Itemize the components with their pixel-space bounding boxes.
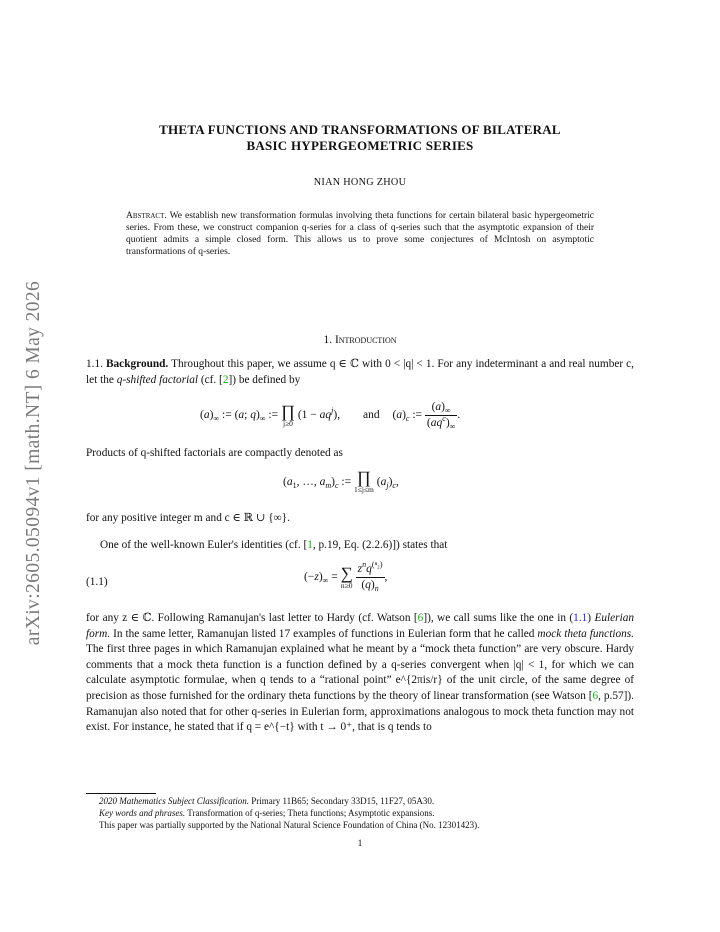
equation-products [283,470,399,494]
footnote-msc-label: 2020 Mathematics Subject Classification. [99,796,249,806]
eq1-and: and [363,409,380,422]
citation-link[interactable]: 6 [592,689,599,702]
product-symbol: ∏ j≥0 [280,401,295,428]
subsection-number: 1.1. [86,358,103,370]
citation-link[interactable]: 6 [417,612,424,624]
equation-number: (1.1) [86,576,108,588]
footnote-msc-text: Primary 11B65; Secondary 33D15, 11F27, 05A30. [251,796,435,806]
eq1-denominator: $(aq^c)_\infty$ [426,414,456,431]
footnote-msc [86,795,659,807]
sum-symbol: ∑ n≥0 [340,563,353,590]
footnote-rule [86,793,156,794]
term-mock-theta: mock theta functions. [537,627,634,640]
eq1-numerator: $(a)_\infty$ [425,400,457,416]
term-eulerian-form: Eulerian form. [86,612,635,640]
arxiv-stamp-text: arXiv:2605.05094v1 [math.NT] 6 May 2026 [23,280,44,646]
eq1-right-lhs: $(a)_c$ := [392,409,425,424]
citation-link[interactable]: 1 [307,539,313,551]
paragraph-background [86,357,634,388]
subsection-title: Background. [106,358,169,370]
term-q-shifted-factorial: q-shifted factorial [116,373,199,386]
footnote-keywords-text: Transformation of q-series; Theta functions; Asymptotic expansions. [187,808,435,818]
eq3-numerator: $z^nq^{(^n_2)}$ [356,562,385,578]
eq2-lhs: ($a_1$, …, $a_m)_c$ := [283,475,354,490]
para5-text-f: , p.57]). Ramanujan also noted that for other q-series in Eulerian form, approximations analogous to mock theta function may not exist. For instance, he stated that if q = e^{−t} with t → 0⁺, that is q tends to [86,689,634,734]
para1-text-b: (cf. [ [198,373,223,386]
para4-text-b: , p.19, Eq. (2.2.6)]) states that [312,539,448,551]
abstract [126,210,594,258]
paragraph-products: Products of q-shifted factorials are compactly denoted as [86,447,343,459]
page-number: 1 [357,839,363,849]
author: NIAN HONG ZHOU [313,177,407,188]
footnote-keywords-label: Key words and phrases. [99,808,186,818]
paper-title [86,122,634,153]
eq3-lhs: $(-z)_\infty$ = [304,571,341,586]
para5-text-c: ) [587,612,595,624]
paragraph-integer-m: for any positive integer m and c ∈ ℝ ∪ {∞}. [86,512,290,524]
para5-text-e: The first three pages in which Ramanujan explained what he meant by a “mock theta function” are very obscure. Hardy comments that a mock theta function is a function defined by a q-series convergent when |q| < 1, for which we can calculate asymptotic formulae, when q tends to a “rational point” e^{2πis/r} of the unit circle, of the same degree of precision as those furnished for the ordinary theta functions by the theory of linear transformation (see Watson [ [86,643,634,702]
citation-link[interactable]: 2 [222,373,229,386]
para5-text-d: In the same letter, Ramanujan listed 17 examples of functions in Eulerian form that he called [110,627,538,640]
eq1-fraction [425,400,457,431]
product-limit: j≥0 [282,418,293,428]
paragraph-ramanujan [86,611,634,736]
para5-text-b: ]), we call sums like the one in ( [423,612,574,624]
equation-q-shifted-factorial: $(a)_\infty$ := (a; $q)_\infty$ := ∏ j≥0 $(1 - aq^j)$, and $(a)_c$ := $\frac{(a)_\infty}{(aq^c)_\infty}$ . [200,401,461,431]
para5-text-a: for any z ∈ ℂ. Following Ramanujan's last letter to Hardy (cf. Watson [ [86,612,418,624]
footnote-funding: This paper was partially supported by the National Natural Science Foundation of China (No. 12301423). [99,820,480,830]
title-line-2: BASIC HYPERGEOMETRIC SERIES [246,137,474,153]
para1-text-c: ]) be defined by [228,373,301,386]
equation-ref-link[interactable]: 1.1 [573,612,588,624]
eq1-factor: $(1 - aq^j)$, [297,406,341,422]
para1-text-a: Throughout this paper, we assume q ∈ ℂ with 0 < |q| < 1. For any indeterminant a and real number c, let the [86,358,634,386]
para4-text-a: One of the well-known Euler's identities (cf. [ [100,539,308,551]
section-title: Introduction [334,334,397,346]
eq3-fraction [356,562,385,593]
eq2-rhs: $(a_j)_c$, [376,475,399,490]
arxiv-stamp [22,248,46,678]
title-line-1: THETA FUNCTIONS AND TRANSFORMATIONS OF BILATERAL [159,122,561,137]
eq3-denominator: $(q)_n$ [361,579,379,593]
sum-limit: n≥0 [340,580,353,590]
product-symbol: ∏ 1≤j≤m [353,468,374,494]
abstract-text: We establish new transformation formulas involving theta functions for certain bilateral basic hypergeometric series. From these, we construct companion q-series for a class of q-series such that the asymptotic expansion of their quotient admits a simple closed form. This allows us to prove some conjectures of McIntosh on asymptotic transformations of q-series. [126,211,594,258]
abstract-label: Abstract. [126,211,167,221]
footnote-keywords [86,807,659,819]
paragraph-euler [86,538,634,554]
section-heading [86,334,634,346]
equation-euler-identity: $(-z)_\infty$ = ∑ n≥0 $\frac{z^nq^{(^n_2)}}{(q)_n}$ , [304,560,388,593]
product-limit: 1≤j≤m [353,485,374,494]
section-number: 1. [323,334,333,346]
eq1-left: $(a)_\infty$ := (a; $q)_\infty$ := [200,409,281,424]
